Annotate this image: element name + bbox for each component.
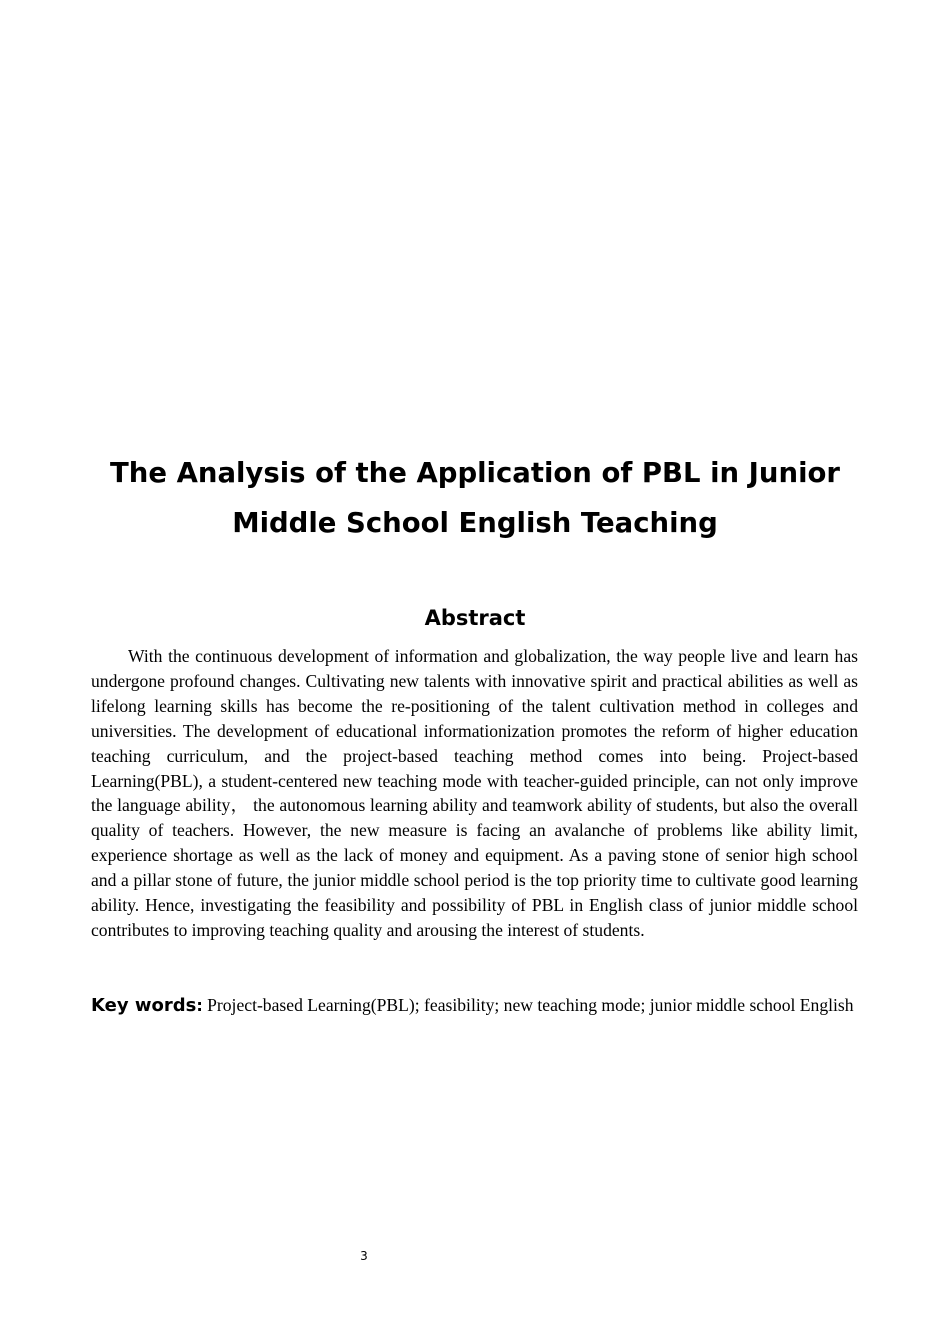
paper-title: The Analysis of the Application of PBL in Junior Middle School English Teaching <box>110 457 840 539</box>
abstract-heading: Abstract <box>424 606 526 630</box>
keywords-list: Project-based Learning(PBL); feasibility; new teaching mode; junior middle school English <box>202 995 854 1015</box>
keywords-label: Key words <box>91 995 197 1016</box>
abstract-paragraph: With the continuous development of information and globalization, the way people live and learn has undergone profound changes. Cultivating new talents with innovative spirit and practical abilities as well as lifelong learning skills has become the re-positioning of the talent cultivation method in colleges and universities. The development of educational informationization promotes the reform of higher education teaching curriculum, and the project-based teaching method comes into being. Project-based Learning(PBL), a student-centered new teaching mode with teacher-guided principle, can not only improve the language ability， the autonomous learning ability and teamwork ability of students, but also the overall quality of teachers. However, the new measure is facing an avalanche of problems like ability limit, experience shortage as well as the lack of money and equipment. As a paving stone of senior high school and a pillar stone of future, the junior middle school period is the top priority time to cultivate good learning ability. Hence, investigating the feasibility and possibility of PBL in English class of junior middle school contributes to improving teaching quality and arousing the interest of students. <box>91 646 858 940</box>
page-number: 3 <box>360 1249 368 1263</box>
keywords-line <box>91 993 858 1019</box>
keywords-separator: : <box>196 996 203 1015</box>
